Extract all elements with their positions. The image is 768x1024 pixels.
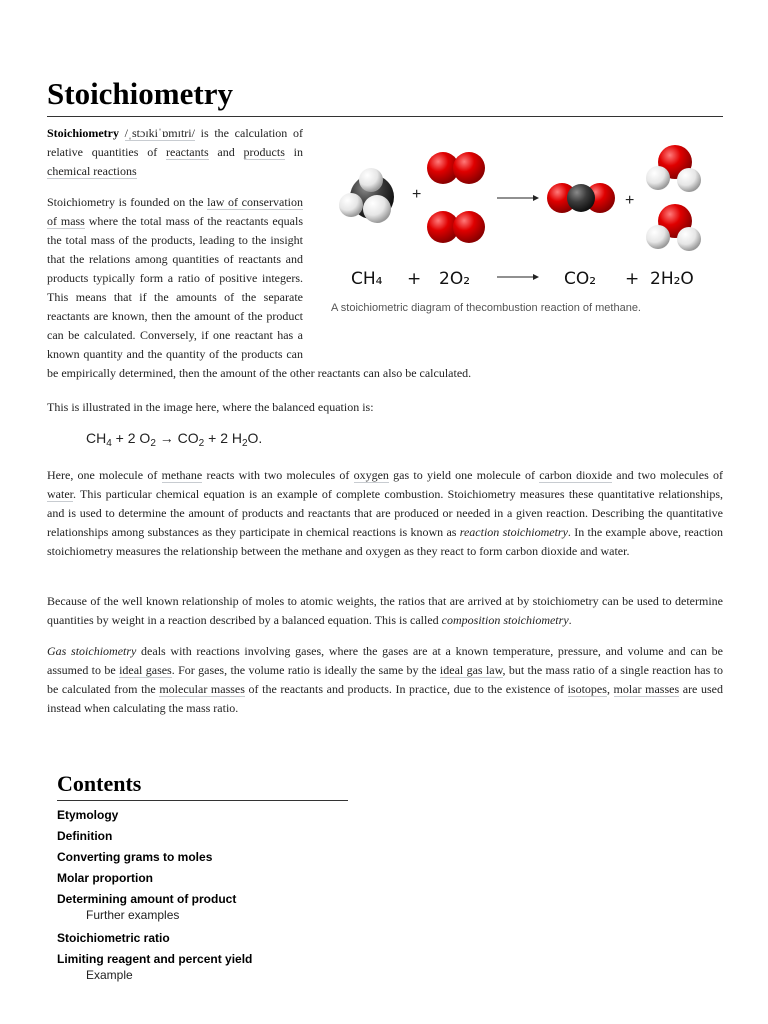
figure-eq-plus-2: + xyxy=(625,269,640,289)
eq-part-end: O. xyxy=(247,430,263,446)
p4-text-5: . This particular chemical equation is an example of complete combustion. Stoichiometry measures these quantitative relationships, and is used to determine the amount of products and reactants that are produced or needed in a given reaction. Describing the quantitative relationships among substances as they participate in chemical reactions is known as xyxy=(47,487,723,539)
p5-text-2: . xyxy=(568,613,572,627)
toc-item-molar-proportion[interactable]: Molar proportion xyxy=(57,871,153,885)
link-molar-masses[interactable]: molar masses xyxy=(613,682,680,696)
intro-text-3: in xyxy=(284,145,303,159)
toc-item-etymology[interactable]: Etymology xyxy=(57,808,119,822)
figure-eq-2h2o: 2H₂O xyxy=(650,269,694,289)
link-reactants[interactable]: reactants xyxy=(166,145,209,159)
figure-caption: A stoichiometric diagram of thecombustion reaction of methane. xyxy=(331,302,641,314)
paragraph-illustrated: This is illustrated in the image here, where the balanced equation is: xyxy=(47,400,374,414)
figure-plus-1: + xyxy=(412,186,422,203)
figure-eq-2o2: 2O₂ xyxy=(439,269,471,289)
p4-text-3: gas to yield one molecule of xyxy=(388,468,540,482)
p6-text-3: , but the mass ratio of a single reaction has to be calculated from the xyxy=(47,663,723,696)
oxygen-molecule-1 xyxy=(427,152,485,184)
intro-term: Stoichiometry xyxy=(47,126,119,140)
link-isotopes[interactable]: isotopes xyxy=(567,682,607,696)
link-law-of-conservation[interactable]: law of conservation of mass xyxy=(47,195,303,228)
p4-text-4: and two molecules of xyxy=(612,468,723,482)
eq-part-plus1: + 2 O xyxy=(111,430,151,446)
p6-text-4: of the reactants and products. In practice, due to the existence of xyxy=(244,682,568,696)
toc-item-definition[interactable]: Definition xyxy=(57,829,113,843)
reaction-stoichiometry-term: reaction stoichiometry xyxy=(459,525,568,539)
paragraph-gas xyxy=(47,642,723,718)
eq-sub-2b: 2 xyxy=(198,438,205,449)
p6-text-1: deals with reactions involving gases, where the gases are at a known temperature, pressure, and volume and can be assumed to be xyxy=(47,644,723,677)
equation-arrow-icon xyxy=(497,274,539,280)
link-ideal-gases[interactable]: ideal gases xyxy=(119,663,172,677)
p6-text-2: . For gases, the volume ratio is ideally the same by the xyxy=(171,663,440,677)
paragraph-composition xyxy=(47,592,723,630)
pronunciation-link[interactable]: /ˌstɔɪkiˈɒmɪtri/ xyxy=(124,126,195,140)
eq-part-arrow: → CO xyxy=(155,430,199,446)
eq-sub-2c: 2 xyxy=(241,438,248,449)
toc-item-limiting-reagent[interactable]: Limiting reagent and percent yield xyxy=(57,952,253,966)
p2-text-2: where the total mass of the reactants equals the total mass of the products, leading to the insight that the relations among quantities of reactants and products typically form a ratio of positive integers. This means that if the amounts of the separate reactants are known, then the amount of the product can be calculated. Conversely, if one reactant has a known quantity and the quantity of the products can be empirically determined, then the amount of the other reactants can also be calculated. xyxy=(47,214,472,380)
toc-item-stoichiometric-ratio[interactable]: Stoichiometric ratio xyxy=(57,931,170,945)
toc-subitem-example[interactable]: Example xyxy=(86,968,133,982)
link-products[interactable]: products xyxy=(243,145,285,159)
link-oxygen[interactable]: oxygen xyxy=(353,468,389,482)
methane-combustion-figure[interactable] xyxy=(325,135,723,325)
water-molecule-2 xyxy=(646,204,701,251)
eq-sub-4: 4 xyxy=(106,438,112,449)
carbon-dioxide-molecule xyxy=(547,183,615,213)
link-molecular-masses[interactable]: molecular masses xyxy=(159,682,245,696)
toc-subitem-further-examples[interactable]: Further examples xyxy=(86,908,180,922)
balanced-equation xyxy=(86,430,262,449)
page-title: Stoichiometry xyxy=(47,74,723,117)
link-water[interactable]: water xyxy=(47,487,73,501)
toc-item-converting-grams[interactable]: Converting grams to moles xyxy=(57,850,213,864)
eq-part-plus2: + 2 H xyxy=(204,430,242,446)
gas-stoichiometry-term: Gas stoichiometry xyxy=(47,644,137,658)
reaction-arrow-icon xyxy=(497,195,539,201)
water-molecule-1 xyxy=(646,145,701,192)
p2-text-1: Stoichiometry is founded on the xyxy=(47,195,208,209)
toc-item-determining-amount[interactable]: Determining amount of product xyxy=(57,892,237,906)
p6-text-6: are used instead when calculating the mass ratio. xyxy=(47,682,723,715)
link-ideal-gas-law[interactable]: ideal gas law xyxy=(439,663,503,677)
eq-sub-2a: 2 xyxy=(150,438,156,449)
intro-paragraph xyxy=(47,124,303,181)
eq-part-ch: CH xyxy=(86,430,107,446)
link-carbon-dioxide[interactable]: carbon dioxide xyxy=(539,468,613,482)
paragraph-methane xyxy=(47,466,723,561)
p4-text-1: Here, one molecule of xyxy=(47,468,162,482)
intro-text-1: is the calculation of relative quantities of xyxy=(47,126,303,159)
p4-text-6: . In the example above, reaction stoichiometry measures the relationship between the methane and oxygen as they react to form carbon dioxide and water. xyxy=(47,525,723,558)
figure-eq-plus-1: + xyxy=(407,269,422,289)
intro-text-2: and xyxy=(208,145,244,159)
methane-molecule xyxy=(339,168,394,223)
link-chemical-reactions[interactable]: chemical reactions xyxy=(47,164,137,178)
link-methane[interactable]: methane xyxy=(161,468,203,482)
toc-title: Contents xyxy=(57,770,348,801)
p6-text-5: , xyxy=(606,682,614,696)
figure-eq-ch4: CH₄ xyxy=(351,269,383,289)
p5-text-1: Because of the well known relationship of moles to atomic weights, the ratios that are arrived at by stoichiometry can be used to determine quantities by weight in a reaction described by a balanced equation. This is called xyxy=(47,594,723,627)
p4-text-2: reacts with two molecules of xyxy=(202,468,354,482)
oxygen-molecule-2 xyxy=(427,211,485,243)
figure-eq-co2: CO₂ xyxy=(564,269,597,289)
table-of-contents xyxy=(57,806,357,989)
composition-stoichiometry-term: composition stoichiometry xyxy=(441,613,569,627)
figure-plus-2: + xyxy=(625,192,635,209)
